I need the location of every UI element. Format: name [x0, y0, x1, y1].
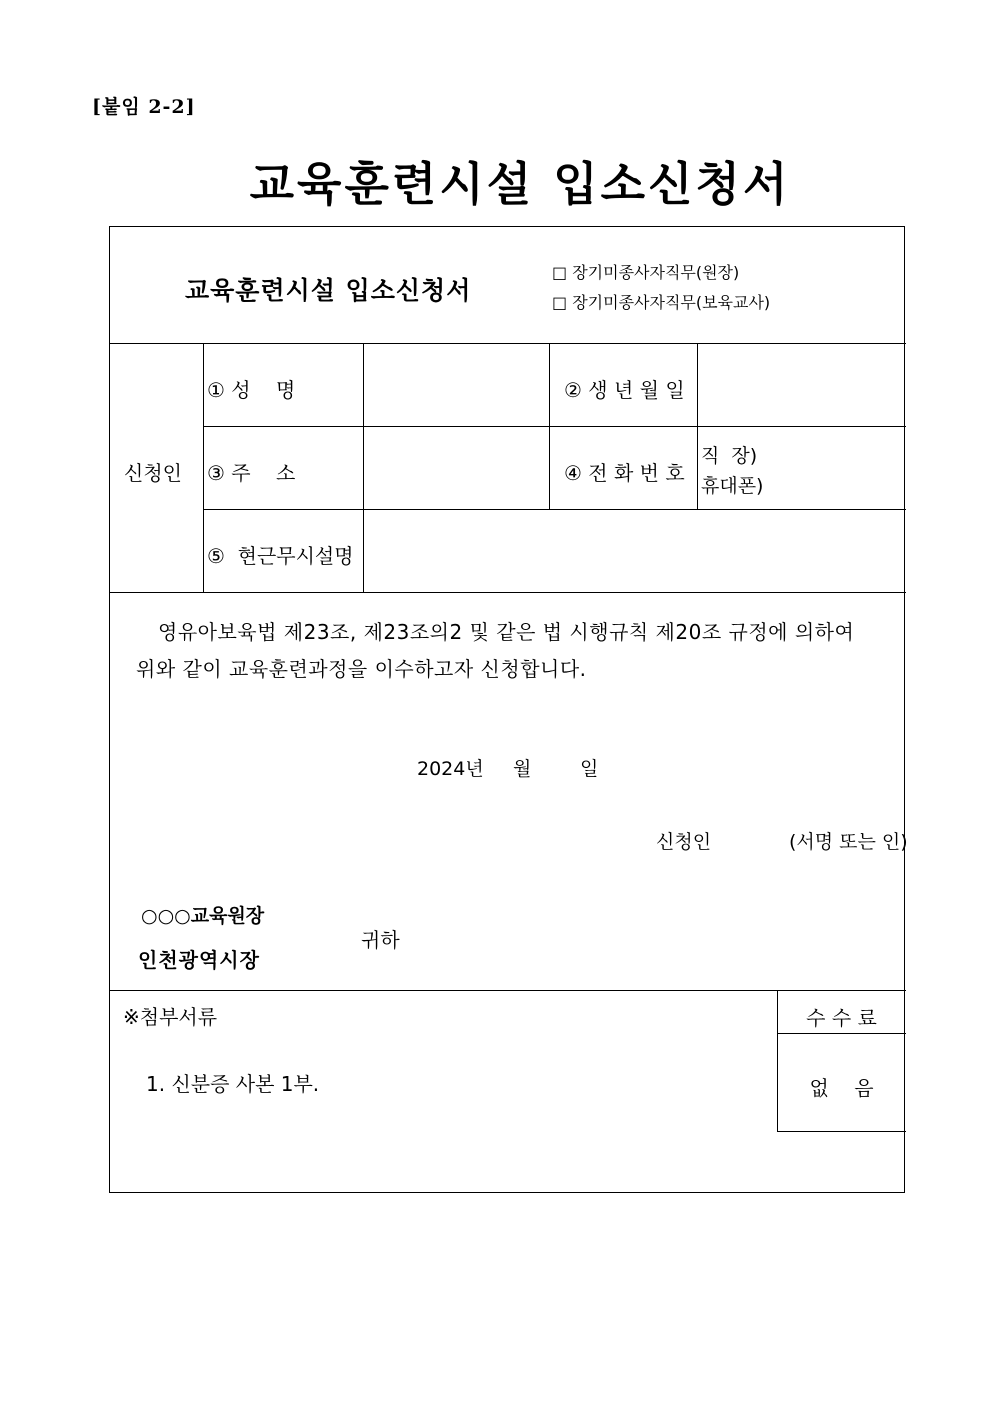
address-label: ③ 주 소: [207, 461, 296, 485]
recipient-title: 교육원장: [190, 905, 265, 927]
phone-label: ④ 전 화 번 호: [564, 461, 685, 485]
divider: [777, 1131, 906, 1132]
applicant-section-label: 신청인: [124, 461, 182, 485]
recipient-education-center: [141, 901, 264, 928]
workplace-label: ⑤ 현근무시설명: [207, 544, 354, 568]
attachment-item-1: 1. 신분증 사본 1부.: [146, 1072, 320, 1096]
name-label: ① 성 명: [207, 378, 296, 402]
checkbox-director[interactable]: □ 장기미종사자직무(원장): [552, 263, 740, 282]
divider: [110, 343, 906, 344]
phone-work[interactable]: 직 장): [701, 445, 758, 467]
divider: [203, 426, 906, 427]
honorific: 귀하: [361, 928, 400, 952]
checkbox-teacher[interactable]: □ 장기미종사자직무(보육교사): [552, 293, 771, 312]
divider: [110, 592, 906, 593]
statement-line-2: 위와 같이 교육훈련과정을 이수하고자 신청합니다.: [136, 657, 587, 681]
address-field[interactable]: [364, 428, 548, 508]
fee-value: 없 음: [809, 1076, 874, 1100]
divider: [777, 1033, 906, 1034]
attachments-label: ※첨부서류: [123, 1005, 218, 1029]
birthdate-field[interactable]: [698, 345, 904, 425]
sign-note: (서명 또는 인): [789, 831, 908, 853]
recipient-mayor: 인천광역시장: [138, 948, 260, 972]
divider: [203, 509, 906, 510]
attachment-label: [붙임 2-2]: [92, 96, 196, 118]
birthdate-label: ② 생 년 월 일: [564, 378, 685, 402]
date-day: 일: [580, 758, 599, 780]
workplace-field[interactable]: [364, 511, 904, 591]
divider: [110, 990, 906, 991]
statement-line-1: 영유아보육법 제23조, 제23조의2 및 같은 법 시행규칙 제20조 규정에 의하여: [158, 620, 855, 644]
divider: [203, 343, 204, 592]
phone-mobile[interactable]: 휴대폰): [701, 475, 764, 497]
page-title: 교육훈련시설 입소신청서: [249, 157, 791, 211]
signer-label: 신청인: [656, 831, 712, 853]
date-year: 2024년: [417, 758, 484, 780]
recipient-prefix: ○○○: [141, 905, 191, 927]
name-field[interactable]: [364, 345, 548, 425]
date-month: 월: [513, 758, 532, 780]
divider: [549, 343, 550, 509]
fee-label: 수 수 료: [806, 1006, 877, 1030]
form-sub-title: 교육훈련시설 입소신청서: [185, 276, 472, 305]
application-form: [109, 226, 908, 1193]
